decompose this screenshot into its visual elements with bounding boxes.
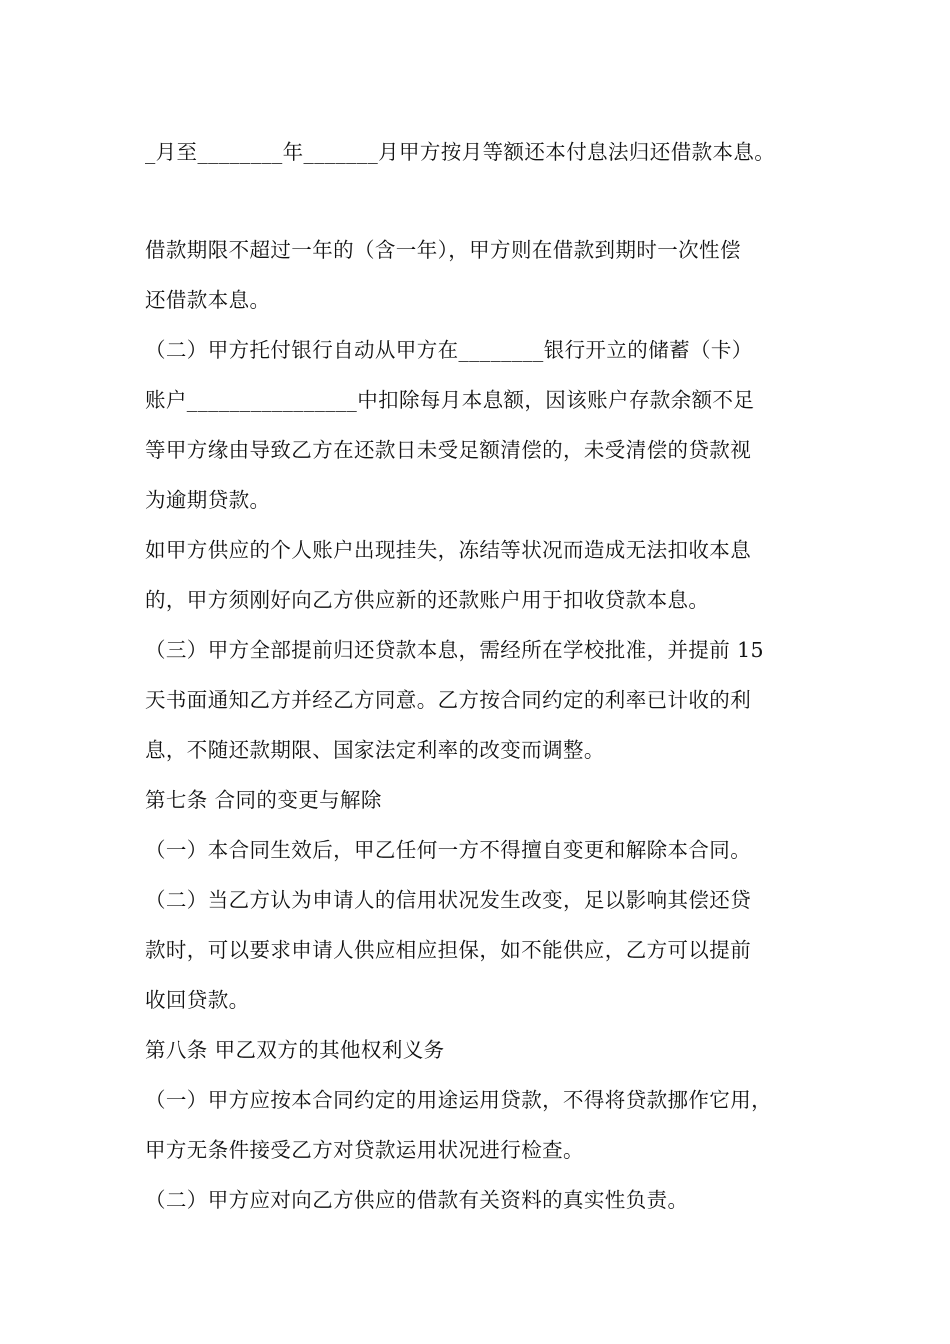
text-line: 款时，可以要求申请人供应相应担保，如不能供应，乙方可以提前 — [145, 938, 752, 962]
text-line: 等甲方缘由导致乙方在还款日未受足额清偿的，未受清偿的贷款视 — [145, 438, 752, 462]
text-line: 为逾期贷款。 — [145, 488, 271, 512]
text-line: （二）当乙方认为申请人的信用状况发生改变，足以影响其偿还贷 — [145, 888, 752, 912]
text-line: 收回贷款。 — [145, 988, 250, 1012]
section-heading: 第八条 甲乙双方的其他权利义务 — [145, 1038, 445, 1062]
text-line: 的，甲方须刚好向乙方供应新的还款账户用于扣收贷款本息。 — [145, 588, 710, 612]
text-line: 天书面通知乙方并经乙方同意。乙方按合同约定的利率已计收的利 — [145, 688, 752, 712]
text-line: （一）本合同生效后，甲乙任何一方不得擅自变更和解除本合同。 — [145, 838, 752, 862]
text-line: （二）甲方托付银行自动从甲方在________银行开立的储蓄（卡） — [145, 338, 753, 362]
text-line: （二）甲方应对向乙方供应的借款有关资料的真实性负责。 — [145, 1188, 689, 1212]
text-line: 甲方无条件接受乙方对贷款运用状况进行检查。 — [145, 1138, 584, 1162]
text-line: _月至________年_______月甲方按月等额还本付息法归还借款本息。 — [145, 140, 776, 164]
text-line: 如甲方供应的个人账户出现挂失，冻结等状况而造成无法扣收本息 — [145, 538, 752, 562]
text-line: 账户________________中扣除每月本息额，因该账户存款余额不足 — [145, 388, 755, 412]
text-line: （一）甲方应按本合同约定的用途运用贷款，不得将贷款挪作它用， — [145, 1088, 772, 1112]
text-line: 息，不随还款期限、国家法定利率的改变而调整。 — [145, 738, 605, 762]
text-line: 借款期限不超过一年的（含一年），甲方则在借款到期时一次性偿 — [145, 238, 741, 262]
section-heading: 第七条 合同的变更与解除 — [145, 788, 382, 812]
text-line: （三）甲方全部提前归还贷款本息，需经所在学校批准，并提前 15 — [145, 638, 764, 662]
text-line: 还借款本息。 — [145, 288, 271, 312]
